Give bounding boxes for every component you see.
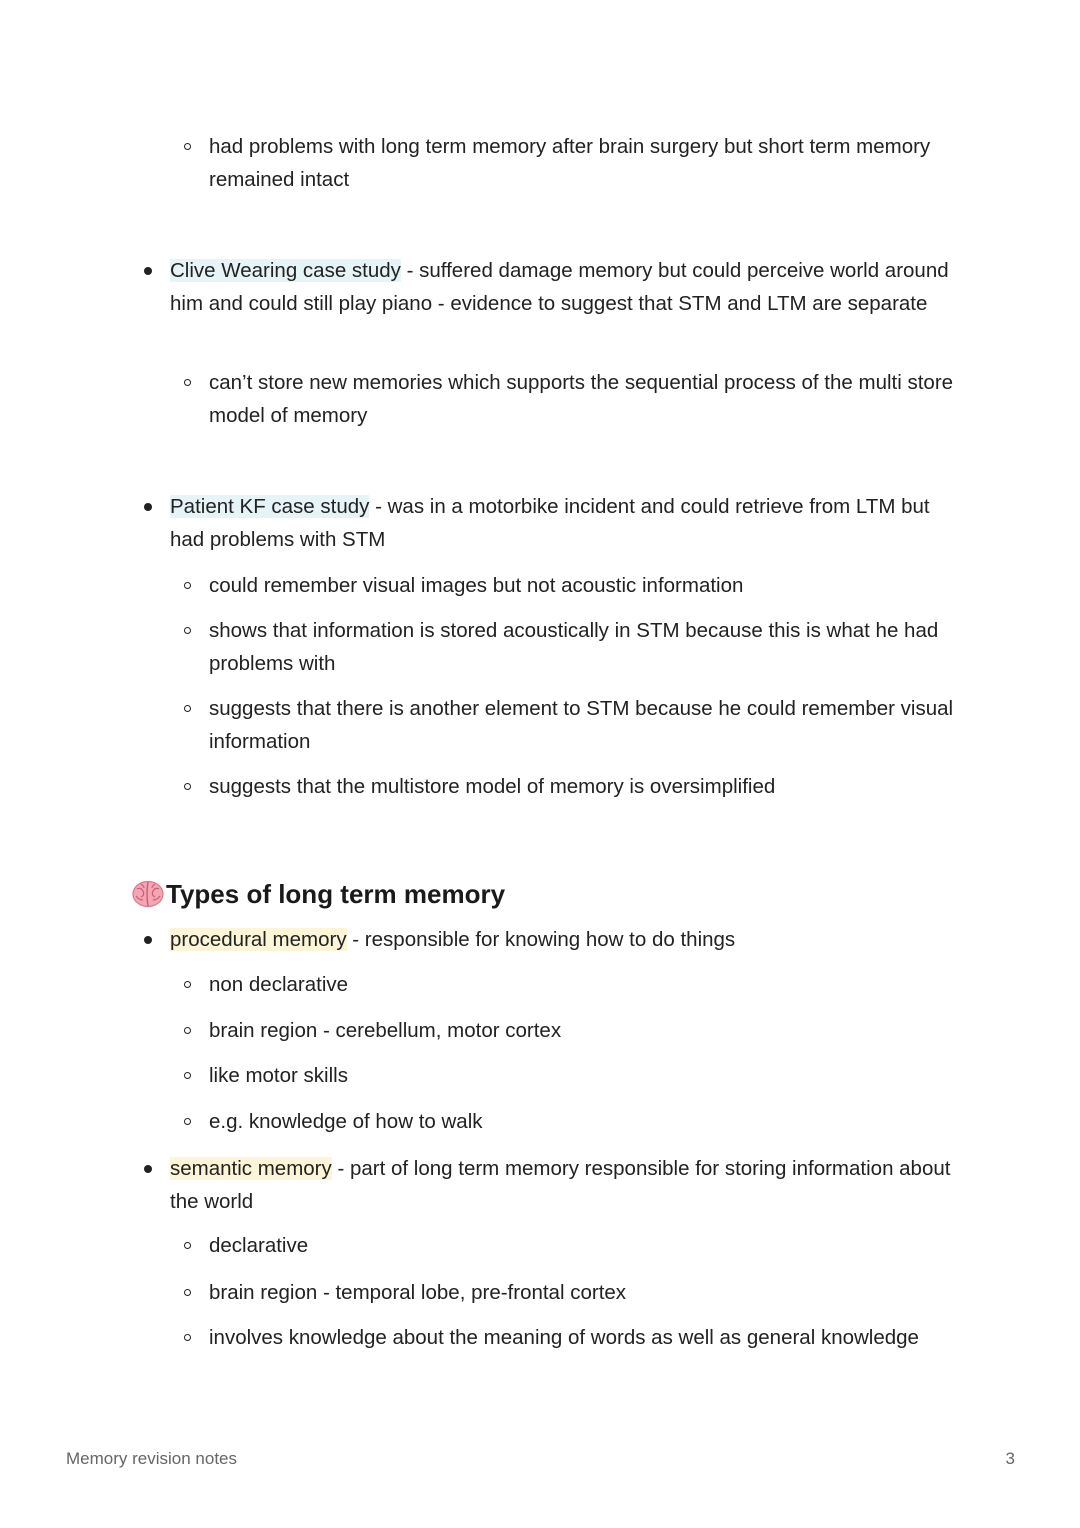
list-item-text: could remember visual images but not acoustic information <box>209 574 744 597</box>
list-item-text: shows that information is stored acoustically in STM because this is what he had problems with <box>209 619 939 675</box>
list-item <box>209 614 954 680</box>
list-item <box>209 569 954 602</box>
hollow-bullet-icon <box>184 1289 191 1296</box>
list-item-text: brain region - temporal lobe, pre-frontal cortex <box>209 1281 627 1304</box>
list-item-clive-wearing <box>170 254 960 320</box>
list-item-patient-kf <box>170 490 960 556</box>
list-item-text: suggests that the multistore model of memory is oversimplified <box>209 775 776 798</box>
hollow-bullet-icon <box>184 582 191 589</box>
list-item-text: - part of long term memory responsible for storing information about the world <box>170 1157 951 1213</box>
list-item <box>209 1321 954 1354</box>
list-item-semantic-memory <box>170 1152 960 1218</box>
list-item <box>209 1059 954 1092</box>
brain-icon <box>132 879 164 909</box>
hollow-bullet-icon <box>184 143 191 150</box>
hollow-bullet-icon <box>184 1242 191 1249</box>
highlighted-term: Patient KF case study <box>170 495 370 518</box>
bullet-icon <box>144 503 152 511</box>
highlighted-term: Clive Wearing case study <box>170 259 401 282</box>
list-item-text: declarative <box>209 1234 309 1257</box>
list-item-text: can’t store new memories which supports the sequential process of the multi store model of memory <box>209 371 954 427</box>
section-heading-text: Types of long term memory <box>166 878 506 909</box>
footer-title: Memory revision notes <box>66 1449 238 1468</box>
hollow-bullet-icon <box>184 981 191 988</box>
highlighted-term: procedural memory <box>170 928 347 951</box>
list-item-text: had problems with long term memory after brain surgery but short term memory remained intact <box>209 135 931 191</box>
list-item <box>209 1105 954 1138</box>
hollow-bullet-icon <box>184 1027 191 1034</box>
section-heading <box>132 876 505 912</box>
hollow-bullet-icon <box>184 627 191 634</box>
hollow-bullet-icon <box>184 1072 191 1079</box>
list-item <box>209 770 954 803</box>
hollow-bullet-icon <box>184 1334 191 1341</box>
list-item <box>209 130 954 196</box>
list-item <box>209 366 954 432</box>
highlighted-term: semantic memory <box>170 1157 332 1180</box>
list-item <box>209 1276 954 1309</box>
hollow-bullet-icon <box>184 705 191 712</box>
list-item-text: - responsible for knowing how to do things <box>346 928 736 951</box>
list-item <box>209 692 954 758</box>
bullet-icon <box>144 267 152 275</box>
list-item-text: - suffered damage memory but could perceive world around him and could still play piano - evidence to suggest that STM and LTM are separate <box>170 259 949 315</box>
list-item-procedural-memory <box>170 923 960 956</box>
hollow-bullet-icon <box>184 1118 191 1125</box>
hollow-bullet-icon <box>184 379 191 386</box>
list-item-text: - was in a motorbike incident and could retrieve from LTM but had problems with STM <box>170 495 930 551</box>
bullet-icon <box>144 1165 152 1173</box>
hollow-bullet-icon <box>184 783 191 790</box>
bullet-icon <box>144 936 152 944</box>
list-item-text: involves knowledge about the meaning of words as well as general knowledge <box>209 1326 919 1349</box>
list-item-text: like motor skills <box>209 1064 348 1087</box>
list-item-text: suggests that there is another element to STM because he could remember visual information <box>209 697 954 753</box>
list-item-text: non declarative <box>209 973 349 996</box>
page-number: 3 <box>1005 1449 1015 1468</box>
list-item-text: brain region - cerebellum, motor cortex <box>209 1019 562 1042</box>
list-item <box>209 1229 954 1262</box>
list-item-text: e.g. knowledge of how to walk <box>209 1110 483 1133</box>
list-item <box>209 968 954 1001</box>
list-item <box>209 1014 954 1047</box>
